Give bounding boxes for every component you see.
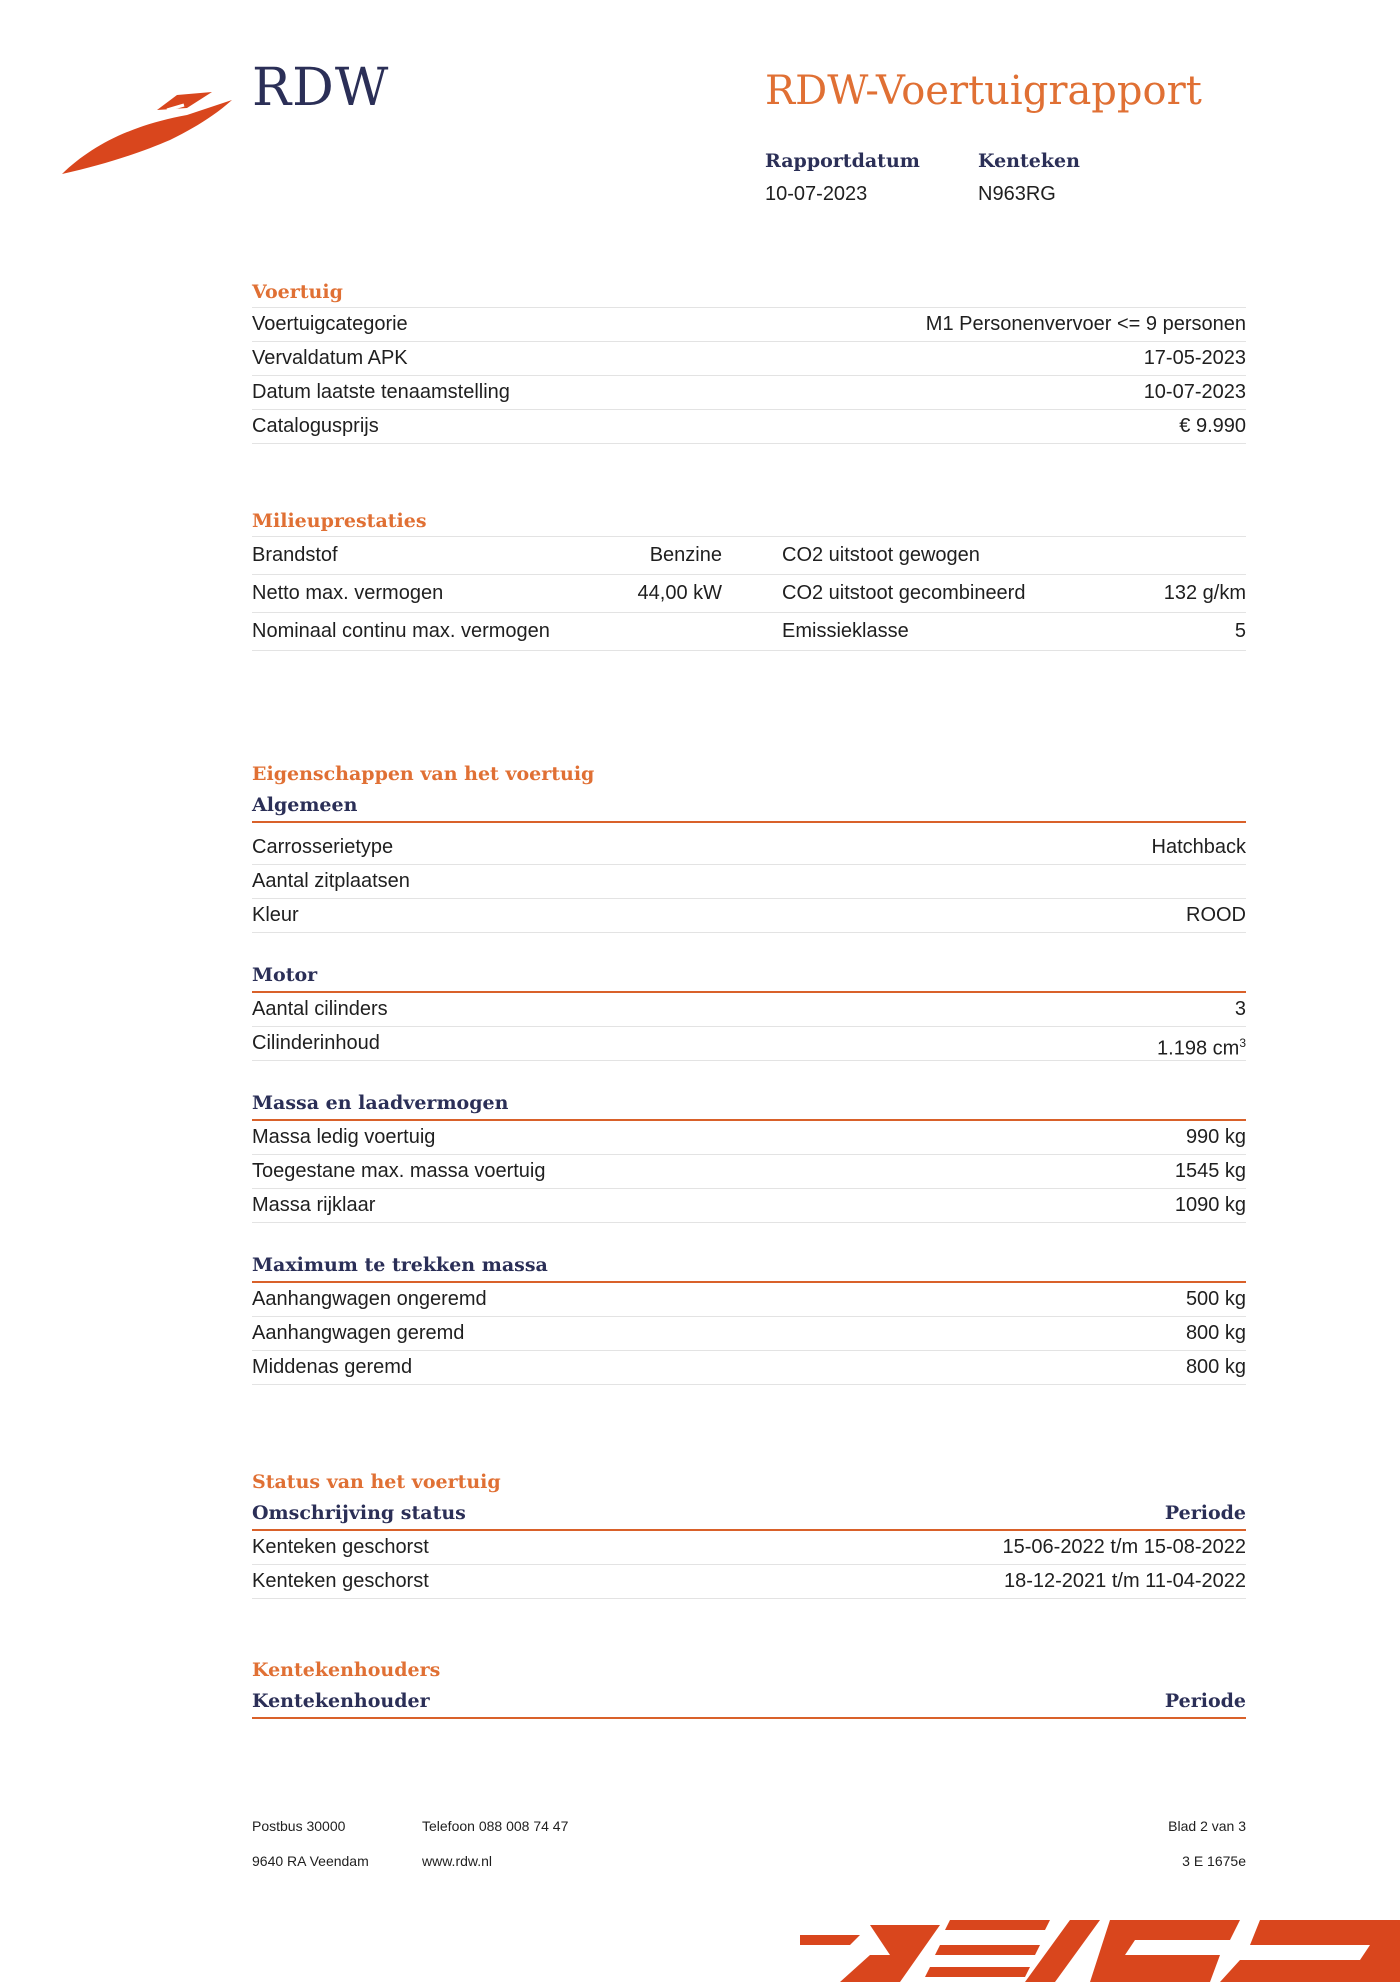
milieu-rows bbox=[252, 536, 1246, 651]
table-row bbox=[252, 1121, 1246, 1154]
row-label: Aantal cilinders bbox=[252, 998, 388, 1020]
row-label: Brandstof bbox=[252, 544, 338, 566]
row-label: Carrosserietype bbox=[252, 836, 394, 858]
footer-code: 3 E 1675e bbox=[1182, 1853, 1246, 1869]
section-title: Eigenschappen van het voertuig bbox=[252, 763, 595, 785]
subsection-label: Massa en laadvermogen bbox=[252, 1092, 509, 1114]
row-value: 1090 kg bbox=[1174, 1194, 1246, 1216]
table-row bbox=[252, 536, 1246, 574]
column-header: Periode bbox=[1164, 1502, 1246, 1524]
section-eigenschappen bbox=[252, 759, 1246, 1385]
row-value: ROOD bbox=[1186, 904, 1246, 926]
subsection-label: Algemeen bbox=[252, 794, 358, 816]
subsection-label: Motor bbox=[252, 964, 318, 986]
table-row bbox=[252, 1564, 1246, 1599]
section-voertuig bbox=[252, 277, 1246, 444]
row-value: Hatchback bbox=[1151, 836, 1246, 858]
footer-website[interactable]: www.rdw.nl bbox=[422, 1853, 493, 1869]
table-row bbox=[252, 375, 1246, 409]
subsection-label: Maximum te trekken massa bbox=[252, 1254, 548, 1276]
rdw-footer-stripes-icon bbox=[800, 1905, 1400, 1982]
report-date-label: Rapportdatum bbox=[765, 150, 920, 172]
row-value: Benzine bbox=[649, 544, 722, 566]
row-label: Aanhangwagen geremd bbox=[252, 1322, 465, 1344]
column-header: Periode bbox=[1164, 1690, 1246, 1712]
section-title: Kentekenhouders bbox=[252, 1659, 441, 1681]
table-row bbox=[252, 1350, 1246, 1385]
row-value: 800 kg bbox=[1185, 1322, 1246, 1344]
row-value bbox=[1122, 537, 1246, 574]
section-title: Voertuig bbox=[252, 281, 343, 303]
subsection-title-algemeen bbox=[252, 789, 1246, 823]
subsection-title-massa bbox=[252, 1087, 1246, 1121]
row-value: 800 kg bbox=[1185, 1356, 1246, 1378]
table-row bbox=[252, 1531, 1246, 1564]
subsection-title-trekken bbox=[252, 1249, 1246, 1283]
row-value: 18-12-2021 t/m 11-04-2022 bbox=[1003, 1570, 1246, 1592]
row-value bbox=[1157, 1027, 1246, 1060]
table-row bbox=[252, 1316, 1246, 1350]
row-value: 1545 kg bbox=[1174, 1160, 1246, 1182]
row-label: Kleur bbox=[252, 904, 299, 926]
report-date-value: 10-07-2023 bbox=[765, 183, 868, 205]
row-label: Catalogusprijs bbox=[252, 415, 379, 437]
row-value: 3 bbox=[1234, 998, 1246, 1020]
row-value: 17-05-2023 bbox=[1143, 347, 1246, 369]
row-label: Vervaldatum APK bbox=[252, 347, 408, 369]
table-row bbox=[252, 341, 1246, 375]
row-label: Toegestane max. massa voertuig bbox=[252, 1160, 546, 1182]
report-title: RDW-Voertuigrapport bbox=[765, 68, 1202, 114]
row-label: Datum laatste tenaamstelling bbox=[252, 381, 510, 403]
status-rows bbox=[252, 1531, 1246, 1599]
row-value bbox=[607, 613, 722, 650]
footer-city: 9640 RA Veendam bbox=[252, 1853, 369, 1869]
table-row bbox=[252, 409, 1246, 444]
logo-text: RDW bbox=[252, 58, 390, 118]
row-label: CO2 uitstoot gecombineerd bbox=[782, 582, 1026, 604]
table-row bbox=[252, 1026, 1246, 1061]
row-label: Massa rijklaar bbox=[252, 1194, 376, 1216]
table-row bbox=[252, 993, 1246, 1026]
table-row bbox=[252, 612, 1246, 651]
section-title: Status van het voertuig bbox=[252, 1471, 501, 1493]
table-row bbox=[252, 831, 1246, 864]
algemeen-rows bbox=[252, 831, 1246, 933]
section-title: Milieuprestaties bbox=[252, 510, 427, 532]
table-row bbox=[252, 1283, 1246, 1316]
row-label: Kenteken geschorst bbox=[252, 1536, 429, 1558]
row-value: 44,00 kW bbox=[637, 582, 722, 604]
footer-telefoon: Telefoon 088 008 74 47 bbox=[422, 1818, 569, 1834]
row-label: Aanhangwagen ongeremd bbox=[252, 1288, 487, 1310]
row-value: 990 kg bbox=[1185, 1126, 1246, 1148]
houders-header bbox=[252, 1685, 1246, 1719]
row-label: Nominaal continu max. vermogen bbox=[252, 620, 550, 642]
row-label: Emissieklasse bbox=[782, 620, 909, 642]
row-label: Voertuigcategorie bbox=[252, 313, 408, 335]
motor-rows bbox=[252, 993, 1246, 1061]
table-row bbox=[252, 574, 1246, 612]
row-value: 500 kg bbox=[1185, 1288, 1246, 1310]
rdw-logo-icon bbox=[62, 90, 232, 174]
section-status bbox=[252, 1467, 1246, 1599]
massa-rows bbox=[252, 1121, 1246, 1223]
row-value: 10-07-2023 bbox=[1143, 381, 1246, 403]
row-value: 15-06-2022 t/m 15-08-2022 bbox=[1002, 1536, 1246, 1558]
row-value: 5 bbox=[1234, 620, 1246, 642]
footer-postbus: Postbus 30000 bbox=[252, 1818, 346, 1834]
row-value: 132 g/km bbox=[1163, 582, 1246, 604]
section-milieuprestaties bbox=[252, 506, 1246, 651]
footer-page-number: Blad 2 van 3 bbox=[1168, 1818, 1246, 1834]
table-row bbox=[252, 1188, 1246, 1223]
status-header bbox=[252, 1497, 1246, 1531]
row-value: M1 Personenvervoer <= 9 personen bbox=[925, 313, 1246, 335]
row-label: Aantal zitplaatsen bbox=[252, 870, 410, 892]
row-value: € 9.990 bbox=[1179, 415, 1246, 437]
license-plate-label: Kenteken bbox=[978, 150, 1080, 172]
row-label: CO2 uitstoot gewogen bbox=[782, 544, 980, 566]
column-header: Omschrijving status bbox=[252, 1502, 466, 1524]
license-plate-value: N963RG bbox=[978, 183, 1056, 205]
row-label: Cilinderinhoud bbox=[252, 1032, 380, 1054]
row-label: Netto max. vermogen bbox=[252, 582, 444, 604]
row-label: Kenteken geschorst bbox=[252, 1570, 429, 1592]
section-kentekenhouders bbox=[252, 1655, 1246, 1719]
trekken-rows bbox=[252, 1283, 1246, 1385]
table-row bbox=[252, 898, 1246, 933]
cylinder-volume-value: 1.198 cm bbox=[1157, 1037, 1240, 1060]
table-row bbox=[252, 1154, 1246, 1188]
table-row bbox=[252, 307, 1246, 341]
superscript: 3 bbox=[1239, 1036, 1246, 1050]
row-label: Massa ledig voertuig bbox=[252, 1126, 436, 1148]
table-row bbox=[252, 864, 1246, 898]
column-header: Kentekenhouder bbox=[252, 1690, 430, 1712]
row-label: Middenas geremd bbox=[252, 1356, 413, 1378]
subsection-title-motor bbox=[252, 959, 1246, 993]
voertuig-rows bbox=[252, 307, 1246, 444]
